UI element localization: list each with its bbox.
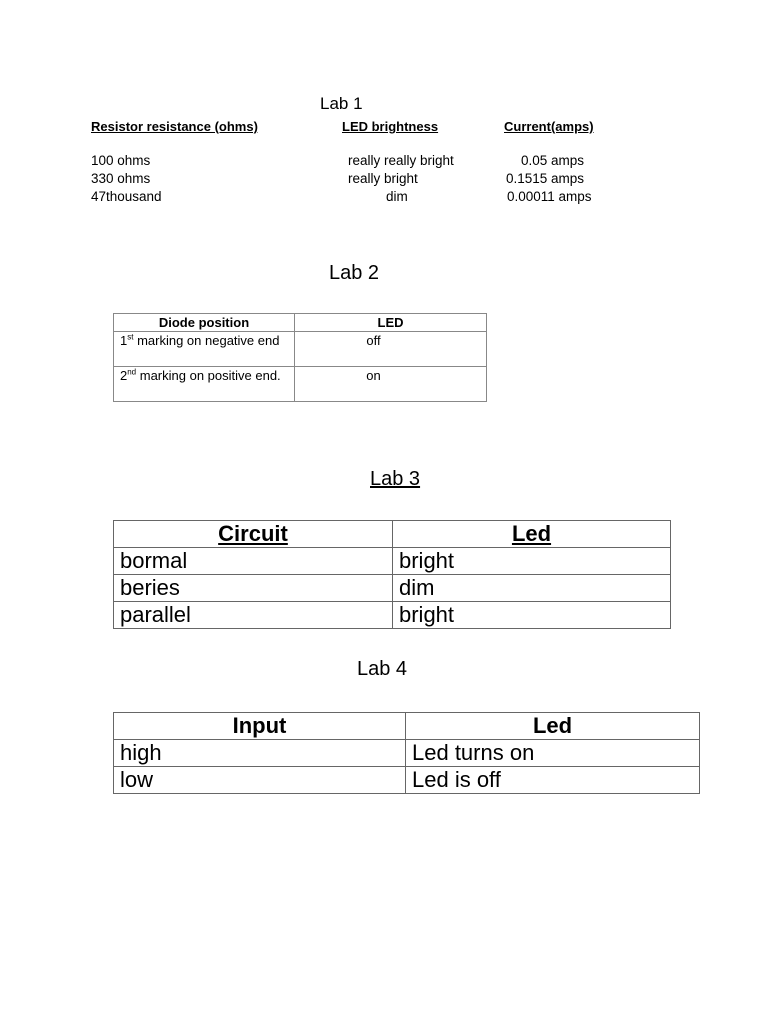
lab2-table [113,313,487,402]
lab2-row1-position: 1st marking on negative end [114,332,295,367]
lab1-header-current: Current(amps) [504,119,594,134]
table-header-row [114,314,487,332]
lab2-row2-position: 2nd marking on positive end. [114,367,295,402]
lab1-header-resistance: Resistor resistance (ohms) [91,119,258,134]
lab4-header-input: Input [114,713,406,740]
lab1-row2-brightness: really bright [348,171,418,186]
lab3-row1-circuit: bormal [114,548,393,575]
lab4-title: Lab 4 [357,658,408,680]
lab2-row2-led: on [295,367,487,402]
lab1-row3-current: 0.00011 amps [507,189,592,204]
table-header-row [114,713,700,740]
lab1-row1-current: 0.05 amps [521,153,585,168]
table-row [114,367,487,402]
lab1-row3-resistance: 47thousand [91,189,162,204]
lab3-header-circuit: Circuit [114,521,393,548]
table-row [114,767,700,794]
lab1-row2-resistance: 330 ohms [91,171,151,186]
lab2-header-diode-position: Diode position [114,314,295,332]
lab2-row1-led: off [295,332,487,367]
table-row [114,602,671,629]
lab3-title: Lab 3 [370,468,421,490]
lab1-row1-brightness: really really bright [348,153,454,168]
lab4-row2-input: low [114,767,406,794]
lab1-row1-resistance: 100 ohms [91,153,151,168]
lab1-title: Lab 1 [320,94,363,113]
lab4-row1-led: Led turns on [406,740,700,767]
lab1-header-brightness: LED brightness [342,119,439,134]
lab3-table [113,520,671,629]
table-header-row [114,521,671,548]
lab4-table [113,712,700,794]
lab3-row2-circuit: beries [114,575,393,602]
table-row [114,740,700,767]
table-row [114,332,487,367]
lab4-row2-led: Led is off [406,767,700,794]
table-row [114,575,671,602]
lab3-row3-circuit: parallel [114,602,393,629]
lab1-row2-current: 0.1515 amps [506,171,585,186]
lab2-title: Lab 2 [329,262,380,284]
lab3-row1-led: bright [393,548,671,575]
lab4-header-led: Led [406,713,700,740]
lab3-row3-led: bright [393,602,671,629]
lab4-row1-input: high [114,740,406,767]
table-row [114,548,671,575]
lab2-header-led: LED [295,314,487,332]
lab1-row3-brightness: dim [386,189,408,204]
lab3-header-led: Led [393,521,671,548]
lab3-row2-led: dim [393,575,671,602]
